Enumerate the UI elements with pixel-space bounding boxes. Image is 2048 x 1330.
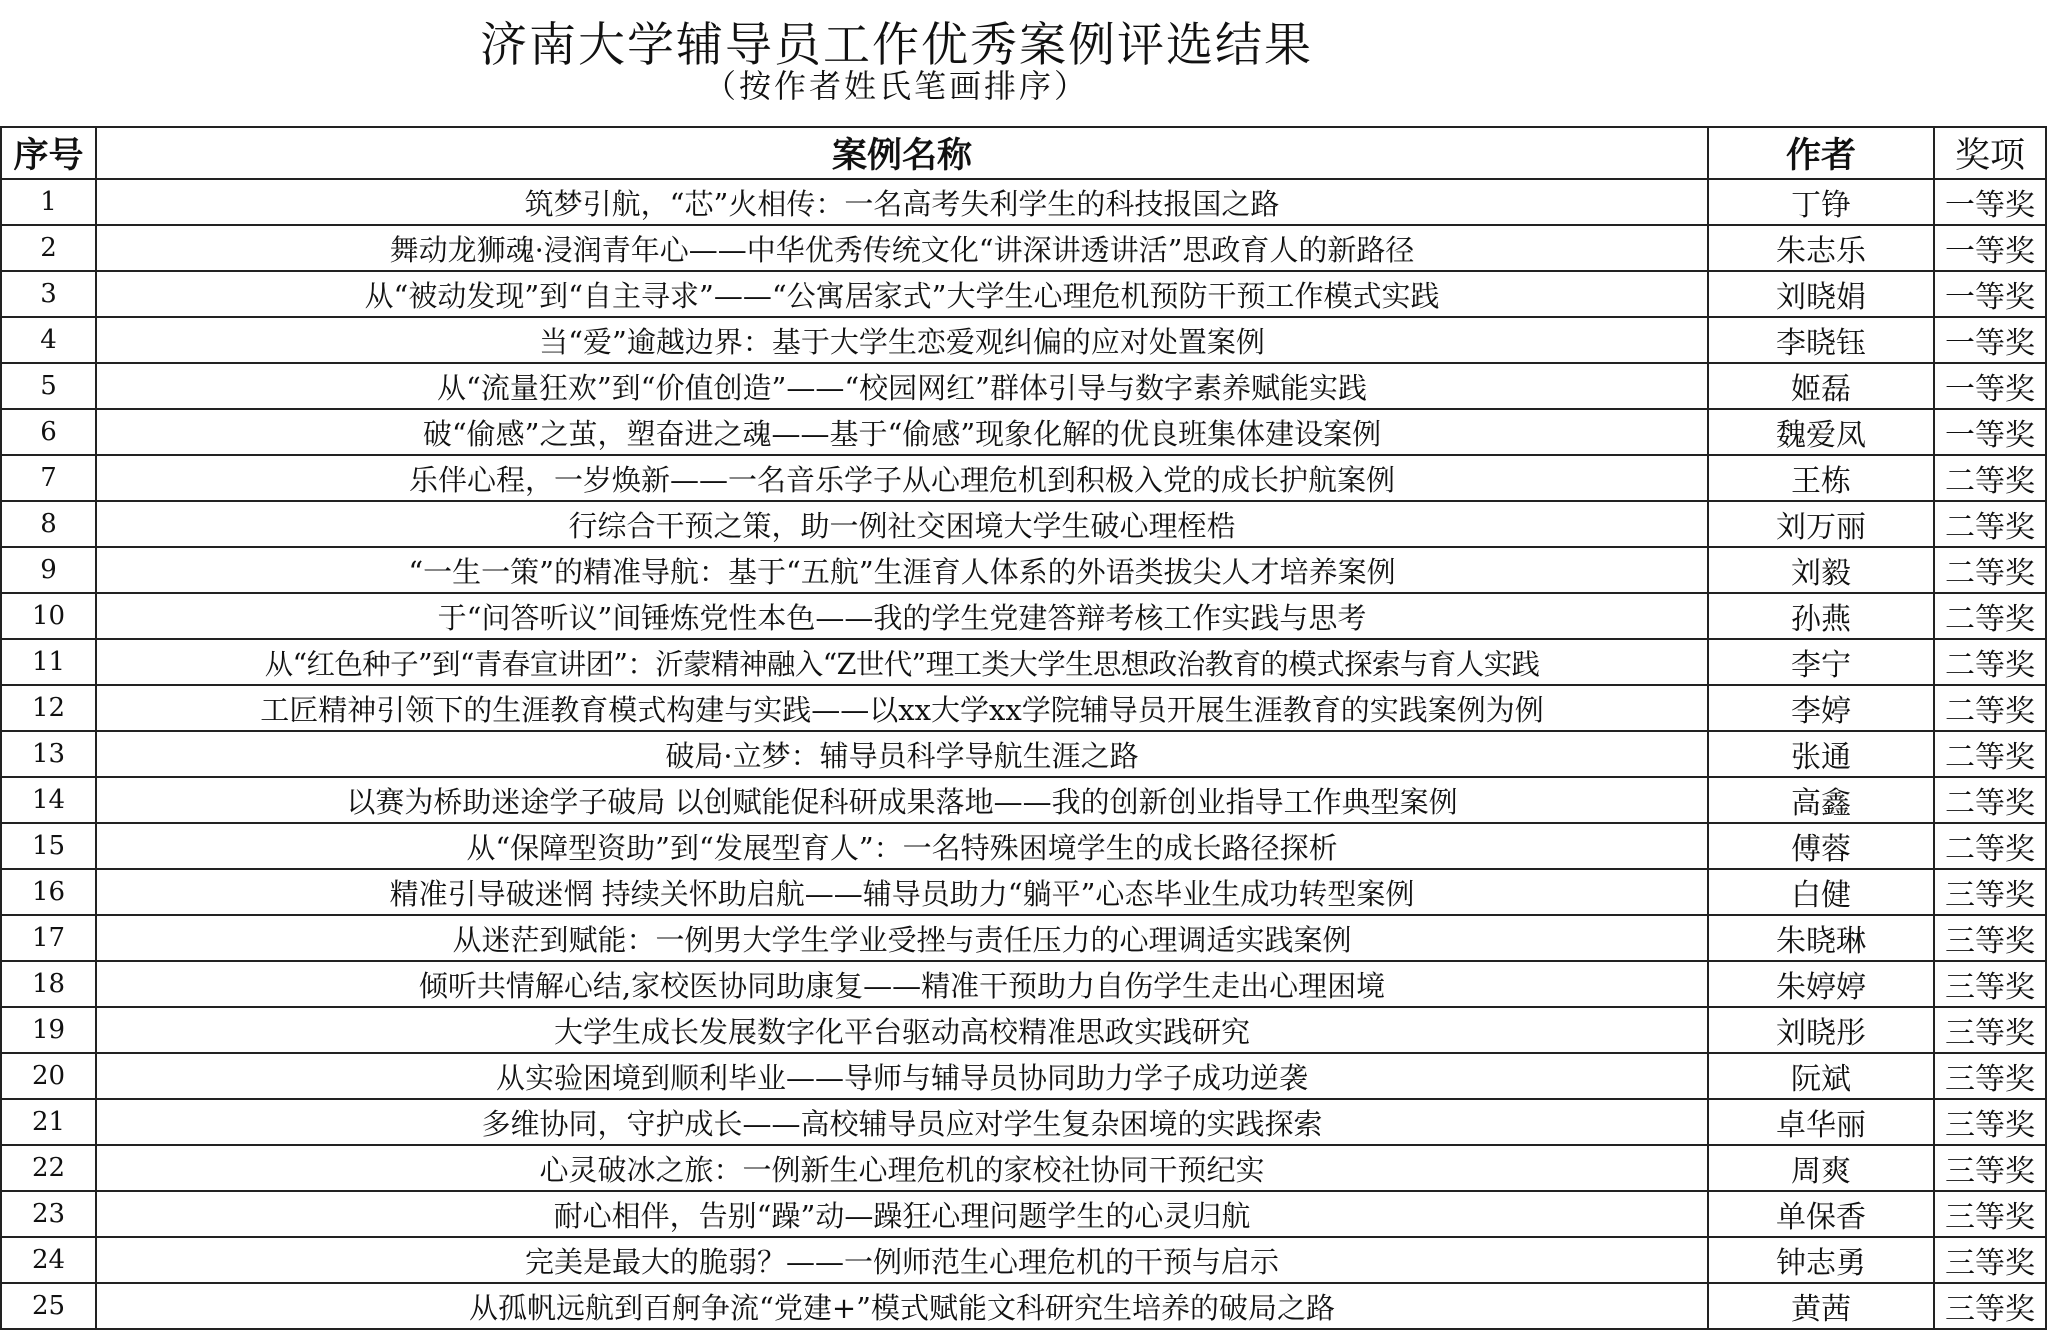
row-case-name: 从迷茫到赋能：一例男大学生学业受挫与责任压力的心理调适实践案例 <box>96 915 1708 961</box>
table-row <box>1 731 2046 777</box>
table-row <box>1 777 2046 823</box>
row-award: 二等奖 <box>1934 777 2046 823</box>
row-award: 二等奖 <box>1934 501 2046 547</box>
row-author: 魏爱凤 <box>1708 409 1934 455</box>
row-index: 12 <box>1 685 96 731</box>
row-award: 二等奖 <box>1934 823 2046 869</box>
table-row <box>1 961 2046 1007</box>
row-index: 23 <box>1 1191 96 1237</box>
table-row <box>1 823 2046 869</box>
table-row <box>1 271 2046 317</box>
row-index: 17 <box>1 915 96 961</box>
row-award: 一等奖 <box>1934 409 2046 455</box>
row-award: 一等奖 <box>1934 363 2046 409</box>
row-award: 一等奖 <box>1934 271 2046 317</box>
row-case-name: 精准引导破迷惘 持续关怀助启航——辅导员助力“躺平”心态毕业生成功转型案例 <box>96 869 1708 915</box>
table-row <box>1 363 2046 409</box>
row-author: 白健 <box>1708 869 1934 915</box>
row-author: 姬磊 <box>1708 363 1934 409</box>
row-award: 二等奖 <box>1934 685 2046 731</box>
row-case-name: 以赛为桥助迷途学子破局 以创赋能促科研成果落地——我的创新创业指导工作典型案例 <box>96 777 1708 823</box>
row-author: 黄茜 <box>1708 1283 1934 1329</box>
table-row <box>1 639 2046 685</box>
table-body <box>1 179 2046 1329</box>
table-row <box>1 915 2046 961</box>
row-author: 阮斌 <box>1708 1053 1934 1099</box>
row-index: 2 <box>1 225 96 271</box>
row-index: 16 <box>1 869 96 915</box>
table-row <box>1 1053 2046 1099</box>
row-author: 刘晓娟 <box>1708 271 1934 317</box>
row-award: 二等奖 <box>1934 731 2046 777</box>
row-index: 9 <box>1 547 96 593</box>
row-award: 一等奖 <box>1934 179 2046 225</box>
row-award: 一等奖 <box>1934 317 2046 363</box>
row-award: 三等奖 <box>1934 869 2046 915</box>
row-author: 孙燕 <box>1708 593 1934 639</box>
row-author: 张通 <box>1708 731 1934 777</box>
row-index: 1 <box>1 179 96 225</box>
column-header-award: 奖项 <box>1934 127 2046 179</box>
row-award: 三等奖 <box>1934 1053 2046 1099</box>
row-author: 朱晓琳 <box>1708 915 1934 961</box>
row-author: 朱志乐 <box>1708 225 1934 271</box>
row-case-name: 舞动龙狮魂·浸润青年心——中华优秀传统文化“讲深讲透讲活”思政育人的新路径 <box>96 225 1708 271</box>
row-case-name: 筑梦引航，“芯”火相传：一名高考失利学生的科技报国之路 <box>96 179 1708 225</box>
row-case-name: 耐心相伴，告别“躁”动—躁狂心理问题学生的心灵归航 <box>96 1191 1708 1237</box>
row-award: 三等奖 <box>1934 1099 2046 1145</box>
table-row <box>1 1191 2046 1237</box>
table-row <box>1 593 2046 639</box>
row-index: 20 <box>1 1053 96 1099</box>
row-author: 朱婷婷 <box>1708 961 1934 1007</box>
page-title: 济南大学辅导员工作优秀案例评选结果 <box>480 18 1313 73</box>
row-index: 21 <box>1 1099 96 1145</box>
table-row <box>1 685 2046 731</box>
row-case-name: 多维协同，守护成长——高校辅导员应对学生复杂困境的实践探索 <box>96 1099 1708 1145</box>
row-award: 一等奖 <box>1934 225 2046 271</box>
row-index: 18 <box>1 961 96 1007</box>
table-row <box>1 317 2046 363</box>
table-row <box>1 1099 2046 1145</box>
column-header-index: 序号 <box>1 127 96 179</box>
page-subtitle: （按作者姓氏笔画排序） <box>703 67 1089 105</box>
row-author: 钟志勇 <box>1708 1237 1934 1283</box>
row-case-name: 完美是最大的脆弱？——一例师范生心理危机的干预与启示 <box>96 1237 1708 1283</box>
row-author: 刘毅 <box>1708 547 1934 593</box>
row-award: 三等奖 <box>1934 961 2046 1007</box>
row-award: 三等奖 <box>1934 1283 2046 1329</box>
row-case-name: 当“爱”逾越边界：基于大学生恋爱观纠偏的应对处置案例 <box>96 317 1708 363</box>
row-index: 24 <box>1 1237 96 1283</box>
table-row <box>1 547 2046 593</box>
row-index: 6 <box>1 409 96 455</box>
row-award: 三等奖 <box>1934 915 2046 961</box>
row-case-name: 从“被动发现”到“自主寻求”——“公寓居家式”大学生心理危机预防干预工作模式实践 <box>96 271 1708 317</box>
row-author: 周爽 <box>1708 1145 1934 1191</box>
table-header-row <box>1 127 2046 179</box>
row-case-name: 从实验困境到顺利毕业——导师与辅导员协同助力学子成功逆袭 <box>96 1053 1708 1099</box>
row-case-name: 从“流量狂欢”到“价值创造”——“校园网红”群体引导与数字素养赋能实践 <box>96 363 1708 409</box>
table-row <box>1 455 2046 501</box>
row-case-name: 大学生成长发展数字化平台驱动高校精准思政实践研究 <box>96 1007 1708 1053</box>
table-row <box>1 1145 2046 1191</box>
column-header-case-name: 案例名称 <box>96 127 1708 179</box>
table-row <box>1 1007 2046 1053</box>
row-index: 4 <box>1 317 96 363</box>
row-author: 丁铮 <box>1708 179 1934 225</box>
row-index: 25 <box>1 1283 96 1329</box>
row-case-name: “一生一策”的精准导航：基于“五航”生涯育人体系的外语类拔尖人才培养案例 <box>96 547 1708 593</box>
row-author: 李晓钰 <box>1708 317 1934 363</box>
row-case-name: 倾听共情解心结,家校医协同助康复——精准干预助力自伤学生走出心理困境 <box>96 961 1708 1007</box>
row-case-name: 工匠精神引领下的生涯教育模式构建与实践——以xx大学xx学院辅导员开展生涯教育的实践案例为例 <box>96 685 1708 731</box>
row-index: 15 <box>1 823 96 869</box>
row-author: 刘万丽 <box>1708 501 1934 547</box>
row-award: 三等奖 <box>1934 1237 2046 1283</box>
row-case-name: 从孤帆远航到百舸争流“党建+”模式赋能文科研究生培养的破局之路 <box>96 1283 1708 1329</box>
table-row <box>1 869 2046 915</box>
row-index: 3 <box>1 271 96 317</box>
row-award: 三等奖 <box>1934 1191 2046 1237</box>
row-index: 22 <box>1 1145 96 1191</box>
row-case-name: 从“红色种子”到“青春宣讲团”：沂蒙精神融入“Z世代”理工类大学生思想政治教育的模式探索与育人实践 <box>96 639 1708 685</box>
row-case-name: 破局·立梦：辅导员科学导航生涯之路 <box>96 731 1708 777</box>
row-award: 二等奖 <box>1934 593 2046 639</box>
row-index: 10 <box>1 593 96 639</box>
row-author: 傅蓉 <box>1708 823 1934 869</box>
row-index: 13 <box>1 731 96 777</box>
row-case-name: 乐伴心程，一岁焕新——一名音乐学子从心理危机到积极入党的成长护航案例 <box>96 455 1708 501</box>
row-author: 王栋 <box>1708 455 1934 501</box>
row-index: 8 <box>1 501 96 547</box>
row-author: 李婷 <box>1708 685 1934 731</box>
table-row <box>1 179 2046 225</box>
table-row <box>1 501 2046 547</box>
table-row <box>1 225 2046 271</box>
row-award: 二等奖 <box>1934 455 2046 501</box>
row-case-name: 于“问答听议”间锤炼党性本色——我的学生党建答辩考核工作实践与思考 <box>96 593 1708 639</box>
row-award: 二等奖 <box>1934 639 2046 685</box>
row-award: 二等奖 <box>1934 547 2046 593</box>
row-index: 5 <box>1 363 96 409</box>
row-index: 7 <box>1 455 96 501</box>
table-row <box>1 1237 2046 1283</box>
row-award: 三等奖 <box>1934 1007 2046 1053</box>
row-index: 14 <box>1 777 96 823</box>
row-case-name: 破“偷感”之茧，塑奋进之魂——基于“偷感”现象化解的优良班集体建设案例 <box>96 409 1708 455</box>
table-row <box>1 1283 2046 1329</box>
row-case-name: 从“保障型资助”到“发展型育人”：一名特殊困境学生的成长路径探析 <box>96 823 1708 869</box>
row-author: 刘晓彤 <box>1708 1007 1934 1053</box>
row-award: 三等奖 <box>1934 1145 2046 1191</box>
row-author: 卓华丽 <box>1708 1099 1934 1145</box>
row-index: 11 <box>1 639 96 685</box>
table-row <box>1 409 2046 455</box>
row-author: 单保香 <box>1708 1191 1934 1237</box>
row-author: 李宁 <box>1708 639 1934 685</box>
results-table <box>0 126 2047 1330</box>
row-case-name: 心灵破冰之旅：一例新生心理危机的家校社协同干预纪实 <box>96 1145 1708 1191</box>
column-header-author: 作者 <box>1708 127 1934 179</box>
row-index: 19 <box>1 1007 96 1053</box>
row-case-name: 行综合干预之策，助一例社交困境大学生破心理桎梏 <box>96 501 1708 547</box>
row-author: 高鑫 <box>1708 777 1934 823</box>
